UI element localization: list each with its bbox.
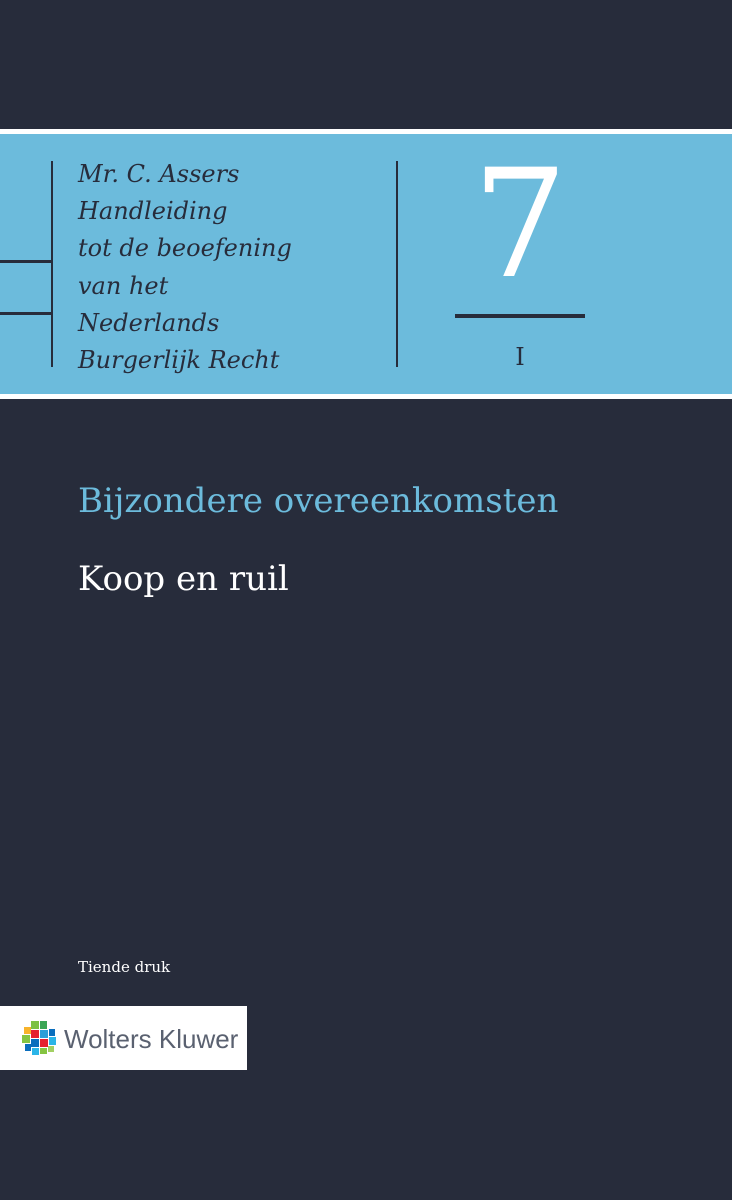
left-horizontal-rule-bottom: [0, 312, 52, 315]
series-line: tot de beoefening: [78, 234, 292, 263]
volume-number: 7: [472, 138, 568, 312]
publisher-logo-box: [0, 1006, 247, 1070]
series-line: van het: [78, 271, 169, 300]
series-line: Burgerlijk Recht: [78, 346, 280, 375]
center-vertical-rule: [396, 161, 398, 367]
series-line: Handleiding: [78, 197, 228, 226]
left-horizontal-rule-top: [0, 260, 52, 263]
book-subject: Bijzondere overeenkomsten: [78, 481, 559, 521]
book-title: Koop en ruil: [78, 559, 289, 599]
series-line: Mr. C. Assers: [78, 160, 240, 188]
publisher-name: Wolters Kluwer: [64, 1024, 239, 1054]
volume-part: I: [515, 343, 525, 371]
volume-underline: [455, 314, 585, 318]
series-title: [78, 156, 292, 379]
edition-label: Tiende druk: [78, 958, 171, 976]
wolters-kluwer-mosaic-icon: [21, 1020, 57, 1056]
left-vertical-rule: [51, 161, 53, 367]
series-line: Nederlands: [78, 308, 220, 337]
